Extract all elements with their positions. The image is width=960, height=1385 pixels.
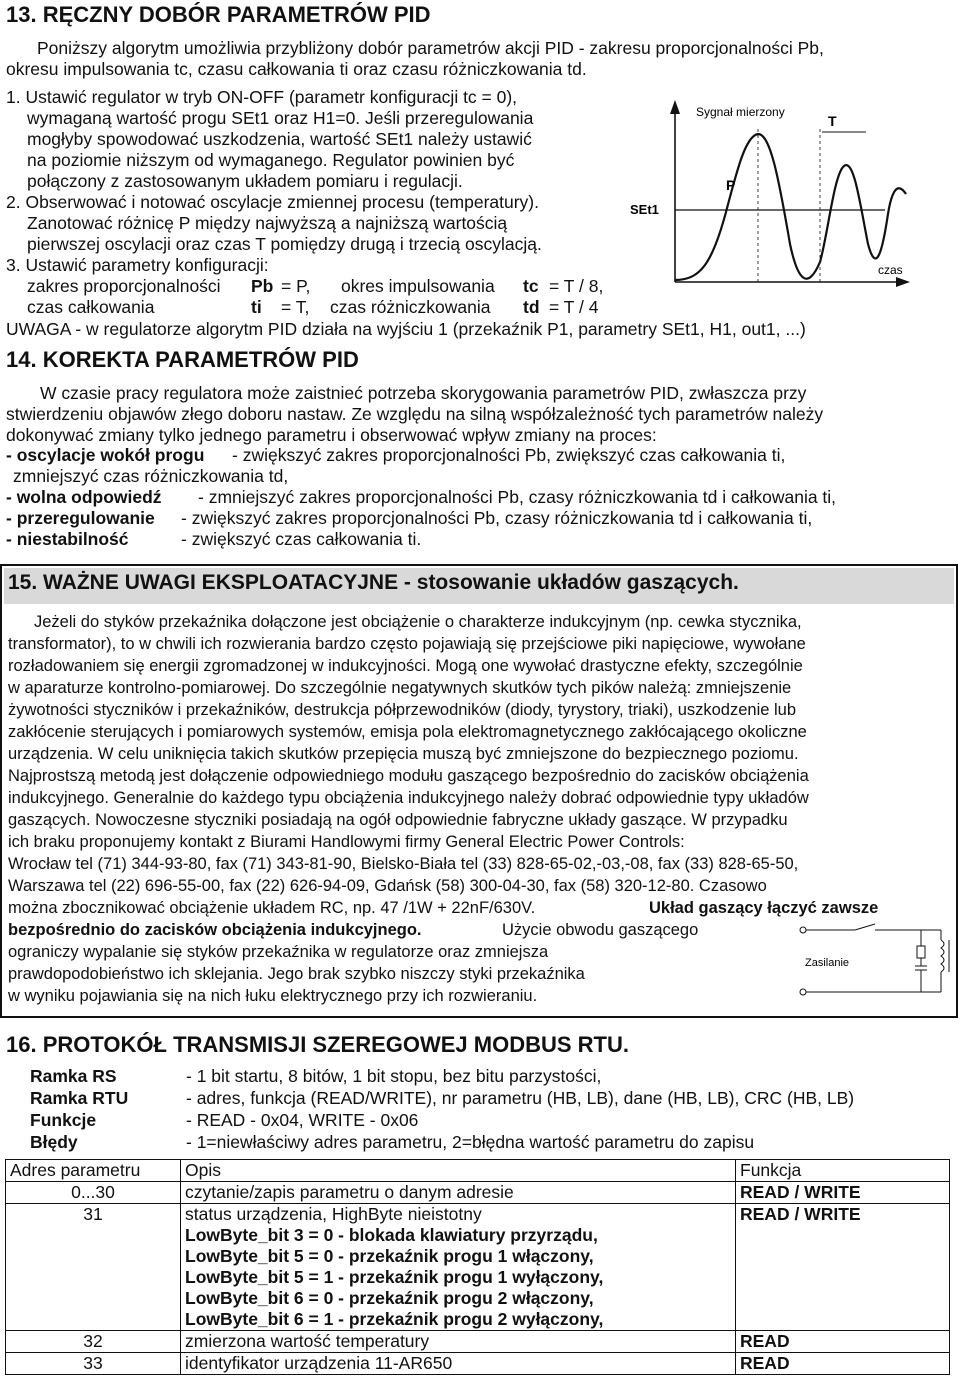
modbus-parameter-table: [5, 1159, 950, 1375]
s15-line: Jeżeli do styków przekaźnika dołączone jest obciążenie o charakterze indukcyjnym (np. cewka stycznika,: [34, 613, 802, 631]
formula-param: ti: [251, 297, 262, 317]
def-key: Funkcje: [30, 1110, 97, 1130]
cell-address: [6, 1288, 181, 1309]
def-value: - adres, funkcja (READ/WRITE), nr parametru (HB, LB), dane (HB, LB), CRC (HB, LB): [186, 1088, 855, 1108]
table-header-row: [6, 1160, 950, 1182]
cell-description: status urządzenia, HighByte nieistotny: [181, 1204, 736, 1226]
s13-step: mogłyby spowodować uszkodzenia, wartość SEt1 należy ustawić: [27, 129, 532, 149]
s15-line: ograniczy wypalanie się styków przekaźnika w regulatorze oraz zmniejsza: [8, 943, 549, 961]
cell-address: [6, 1246, 181, 1267]
formula-eq: = T,: [281, 297, 310, 317]
s13-step: wymaganą wartość progu SEt1 oraz H1=0. Jeśli przeregulowania: [27, 108, 534, 128]
cell-function: [736, 1288, 950, 1309]
s13-intro-line-1: Poniższy algorytm umożliwia przybliżony dobór parametrów akcji PID - zakresu proporcjonalności Pb,: [37, 38, 824, 58]
supply-label: Zasilanie: [805, 957, 850, 969]
s13-intro-line-2: okresu impulsowania tc, czasu całkowania ti oraz czasu różniczkowania td.: [6, 59, 587, 79]
formula-label: czas całkowania: [27, 297, 155, 317]
s13-step: 3. Ustawić parametry konfiguracji:: [6, 255, 269, 275]
cell-address: [6, 1225, 181, 1246]
s15-line: można zbocznikować obciążenie układem RC, np. 47 /1W + 22nF/630V.: [8, 899, 536, 917]
cell-description: zmierzona wartość temperatury: [181, 1331, 736, 1353]
cell-address: 32: [6, 1331, 181, 1353]
cell-description: czytanie/zapis parametru o danym adresie: [181, 1182, 736, 1204]
s13-step: 1. Ustawić regulator w tryb ON-OFF (parametr konfiguracji tc = 0),: [6, 87, 518, 107]
formula-label: zakres proporcjonalności: [27, 276, 221, 296]
s15-line: Najprostszą metodą jest dołączenie odpowiedniego modułu gaszącego bezpośrednio do zacisków obciążenia: [8, 767, 809, 785]
case-name: - niestabilność: [6, 529, 129, 549]
cell-function: READ: [736, 1353, 950, 1375]
cell-address: [6, 1267, 181, 1288]
header-function: Funkcja: [736, 1160, 950, 1182]
s15-line: Warszawa tel (22) 696-55-00, fax (22) 626-94-09, Gdańsk (58) 300-04-30, fax (58) 320-12-80. Czasowo: [8, 877, 767, 895]
table-row: [6, 1225, 950, 1246]
s15-line: Wrocław tel (71) 344-93-80, fax (71) 343-81-90, Bielsko-Biała tel (33) 828-65-02,-03,-08, fax (33) 828-65-50,: [8, 855, 799, 873]
cell-function: READ / WRITE: [736, 1204, 950, 1226]
formula-param: td: [523, 297, 540, 317]
s15-line: indukcyjnego. Generalnie do każdego typu obciążenia indukcyjnego należy dobrać odpowiednie typy układów: [8, 789, 809, 807]
cell-description: LowByte_bit 5 = 1 - przekaźnik progu 1 wyłączony,: [181, 1267, 736, 1288]
def-key: Ramka RS: [30, 1066, 117, 1086]
s15-line: prawdopodobieństwo ich sklejania. Jego brak szybko niszczy styki przekaźnika: [8, 965, 585, 983]
table-row: [6, 1309, 950, 1331]
def-key: Ramka RTU: [30, 1088, 129, 1108]
s15-line: urządzenia. W celu uniknięcia takich skutków przepięcia muszą być zmniejszone do bezpiecznego poziomu.: [8, 745, 799, 763]
cell-function: [736, 1225, 950, 1246]
table-row: [6, 1267, 950, 1288]
cell-address: 31: [6, 1204, 181, 1226]
cell-function: READ / WRITE: [736, 1182, 950, 1204]
section-13-title: 13. RĘCZNY DOBÓR PARAMETRÓW PID: [6, 2, 431, 27]
s15-line: w wyniku pojawiania się na nich łuku elektrycznego przy ich rozwieraniu.: [8, 987, 538, 1005]
s15-bold: Układ gaszący łączyć zawsze: [649, 899, 879, 917]
formula-param: tc: [523, 276, 539, 296]
table-row: [6, 1204, 950, 1226]
table-row: [6, 1353, 950, 1375]
section-15-title: 15. WAŻNE UWAGI EKSPLOATACYJNE - stosowanie układów gaszących.: [8, 571, 739, 594]
cell-address: 0...30: [6, 1182, 181, 1204]
s15-line: Użycie obwodu gaszącego: [502, 921, 699, 939]
s14-para-line: W czasie pracy regulatora może zaistnieć potrzeba skorygowania parametrów PID, zwłaszcza przy: [40, 383, 807, 403]
snubber-circuit-diagram: [795, 918, 955, 1002]
cell-description: LowByte_bit 6 = 1 - przekaźnik progu 2 wyłączony,: [181, 1309, 736, 1331]
s15-line: rozładowaniem się energii zgromadzonej w indukcyjności. Mogą one wywołać drastyczne efekty, szczególnie: [8, 657, 803, 675]
case-name: - wolna odpowiedź: [6, 487, 162, 507]
cell-description: LowByte_bit 3 = 0 - blokada klawiatury przyrządu,: [181, 1225, 736, 1246]
case-name: - przeregulowanie: [6, 508, 155, 528]
graph-set-label: SEt1: [630, 202, 659, 217]
s13-step: 2. Obserwować i notować oscylacje zmiennej procesu (temperatury).: [6, 192, 539, 212]
def-key: Błędy: [30, 1132, 78, 1152]
formula-label: czas różniczkowania: [330, 297, 491, 317]
s15-line: gaszących. Nowoczesne styczniki posiadają na ogół odpowiednie fabryczne układy gaszące. W przypadku: [8, 811, 788, 829]
cell-function: READ: [736, 1331, 950, 1353]
s13-step: Zanotować różnicę P między najwyższą a najniższą wartością: [27, 213, 508, 233]
formula-eq: = T / 4: [549, 297, 599, 317]
s15-line: żywotności styczników i przekaźników, destrukcja półprzewodników (diody, tyrystory, triaki), uszkodzenie lub: [8, 701, 797, 719]
graph-time-label: czas: [878, 263, 903, 277]
cell-function: [736, 1246, 950, 1267]
s13-step: na poziomie niższym od wymaganego. Regulator powinien być: [27, 150, 515, 170]
case-text: zmniejszyć czas różniczkowania td,: [13, 466, 289, 486]
cell-description: LowByte_bit 6 = 0 - przekaźnik progu 2 włączony,: [181, 1288, 736, 1309]
table-row: [6, 1246, 950, 1267]
cell-description: LowByte_bit 5 = 0 - przekaźnik progu 1 włączony,: [181, 1246, 736, 1267]
section-14-title: 14. KOREKTA PARAMETRÓW PID: [6, 347, 359, 372]
case-text: - zmniejszyć zakres proporcjonalności Pb, czasy różniczkowania td i całkowania ti,: [198, 487, 837, 507]
section-16-title: 16. PROTOKÓŁ TRANSMISJI SZEREGOWEJ MODBUS RTU.: [6, 1032, 629, 1057]
table-row: [6, 1182, 950, 1204]
s15-line: ich braku proponujemy kontakt z Biurami Handlowymi firmy General Electric Power Controls:: [8, 833, 685, 851]
case-text: - zwiększyć zakres proporcjonalności Pb, czasy różniczkowania td i całkowania ti,: [181, 508, 813, 528]
table-row: [6, 1331, 950, 1353]
cell-address: 33: [6, 1353, 181, 1375]
s15-line: w aparaturze kontrolno-pomiarowej. Do szczególnie negatywnych skutków tych pików należą: zmniejszenie: [8, 679, 792, 697]
header-address: Adres parametru: [6, 1160, 181, 1182]
formula-eq: = T / 8,: [549, 276, 604, 296]
cell-description: identyfikator urządzenia 11-AR650: [181, 1353, 736, 1375]
s13-step: połączony z zastosowanym układem pomiaru i regulacji.: [27, 171, 463, 191]
s14-para-line: stwierdzeniu objawów złego doboru nastaw. Ze względu na silną współzależność tych parametrów należy: [6, 404, 824, 424]
s15-line: zakłócenie sterujących i pomiarowych systemów, emisja pola elektromagnetycznego zakłócającego okoliczne: [8, 723, 807, 741]
graph-signal-label: Sygnał mierzony: [696, 105, 785, 119]
case-text: - zwiększyć czas całkowania ti.: [181, 529, 422, 549]
graph-T-label: T: [828, 113, 837, 129]
formula-eq: = P,: [281, 276, 311, 296]
cell-function: [736, 1309, 950, 1331]
formula-label: okres impulsowania: [341, 276, 495, 296]
cell-function: [736, 1267, 950, 1288]
def-value: - READ - 0x04, WRITE - 0x06: [186, 1110, 419, 1130]
s13-note: UWAGA - w regulatorze algorytm PID działa na wyjściu 1 (przekaźnik P1, parametry SEt1, H1, out1, ...): [6, 319, 806, 339]
graph-P-label: P: [726, 177, 736, 193]
header-description: Opis: [181, 1160, 736, 1182]
formula-param: Pb: [251, 276, 274, 296]
oscillation-graph: [630, 94, 920, 294]
def-value: - 1 bit startu, 8 bitów, 1 bit stopu, bez bitu parzystości,: [186, 1066, 602, 1086]
def-value: - 1=niewłaściwy adres parametru, 2=błędna wartość parametru do zapisu: [186, 1132, 755, 1152]
s13-step: pierwszej oscylacji oraz czas T pomiędzy drugą i trzecią oscylacją.: [27, 234, 542, 254]
case-text: - zwiększyć zakres proporcjonalności Pb, zwiększyć czas całkowania ti,: [232, 445, 786, 465]
case-name: - oscylacje wokół progu: [6, 445, 205, 465]
s15-line: transformator), to w chwili ich rozwierania bardzo często pojawiają się przejściowe piki napięciowe, wywołane: [8, 635, 806, 653]
table-row: [6, 1288, 950, 1309]
s14-para-line: dokonywać zmiany tylko jednego parametru i obserwować wpływ zmiany na proces:: [6, 425, 657, 445]
s15-bold: bezpośrednio do zacisków obciążenia indukcyjnego.: [8, 921, 422, 939]
cell-address: [6, 1309, 181, 1331]
